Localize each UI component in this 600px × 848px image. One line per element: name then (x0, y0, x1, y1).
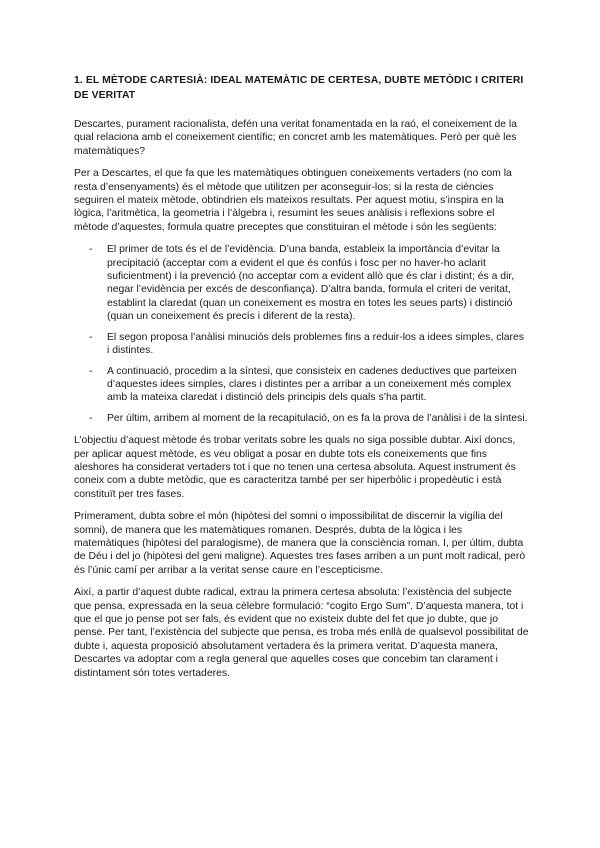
dash-bullet: - (89, 365, 93, 377)
precept-text: El segon proposa l’anàlisi minuciós dels problemes fins a reduir-los a idees simples, clares i distintes. (107, 331, 524, 357)
method-paragraph: Per a Descartes, el que fa que les matemàtiques obtinguen coneixements vertaders (no com la resta d’ensenyaments) és el mètode que utilitzen per aconseguir-los; si la resta de ciències seguiren el mateix mètode, obtindrien els mateixos resultats. Per aquest motiu, s’inspira en la lògica, l’aritmètica, la geometria i l’àlgebra i, resumint les seues anàlisis i reflexions sobre el mètode d’aquestes, formula quatre preceptes que constituiran el mètode i són les següents: (74, 168, 512, 233)
section-title: 1. EL MÈTODE CARTESIÀ: IDEAL MATEMÀTIC DE CERTESA, DUBTE METÒDIC I CRITERI DE VERITAT (74, 75, 524, 101)
precept-text: Per últim, arribem al moment de la recapitulació, on es fa la prova de l’anàlisi i de la síntesi. (107, 412, 528, 424)
precept-text: El primer de tots és el de l’evidència. D’una banda, estableix la importància d’evitar la precipitació (acceptar com a evident el que és confús i fosc per no haver-ho aclarit suficientment) i la prevenció (no acceptar com a evident allò que és clar i distint; és a dir, negar l’evidència per excés de desconfiança). D’altra banda, formula el criteri de veritat, establint la claredat (quan un coneixement es mostra en totes les seues parts) i distinció (quan un coneixement és precís i diferent de la resta). (107, 244, 515, 323)
dash-bullet: - (89, 331, 93, 343)
dash-bullet: - (89, 412, 93, 424)
objective-paragraph: L’objectiu d’aquest mètode és trobar veritats sobre les quals no siga possible dubtar. Així doncs, per aplicar aquest mètode, es veu obligat a posar en dubte tots els coneixements que fins aleshores ha considerat vertaders tot i que no tenen una certesa absoluta. Aquest instrument és coneix com a dubte metòdic, que es caracteritza també per ser hiperbòlic i propedèutic i està constituït per tres fases. (74, 435, 516, 500)
list-item (74, 243, 529, 323)
list-item (74, 365, 529, 405)
doubt-phases-paragraph: Primerament, dubta sobre el món (hipòtesi del somni o impossibilitat de discernir la vigília del somni), de manera que les matemàtiques romanen. Després, dubta de la lògica i les matemàtiques (hipòtesi del paralogisme), de manera que la consciència roman. I, per últim, dubta de Déu i del jo (hipòtesi del geni maligne). Aquestes tres fases arriben a un punt molt radical, però és l’únic camí per arribar a la veritat sense caure en l’escepticisme. (74, 511, 526, 576)
intro-paragraph: Descartes, purament racionalista, defén una veritat fonamentada en la raó, el coneixement de la qual relaciona amb el coneixement científic; en concret amb les matemàtiques. Però per què les matemàtiques? (74, 119, 518, 157)
list-item (74, 331, 529, 358)
precept-text: A continuació, procedim a la síntesi, que consisteix en cadenes deductives que parteixen d’aquestes idees simples, clares i distintes per a arribar a un coneixement més complex amb la mateixa claredat i distinció dels principis dels quals s’ha partit. (107, 365, 517, 404)
list-item (74, 412, 529, 425)
document-page (74, 73, 529, 689)
dash-bullet: - (89, 244, 93, 256)
cogito-paragraph: Així, a partir d’aquest dubte radical, extrau la primera certesa absoluta: l’existència del subjecte que pensa, expressada en la seua cèlebre formulació: “cogito Ergo Sum”. D’aquesta manera, tot i que el que jo pense pot ser fals, és evident que no existeix dubte del fet que jo dubte, que jo pense. Per tant, l’existència del subjecte que pensa, es troba més enllà de qualsevol possibilitat de dubte i, aquesta proposició absolutament vertadera és la primera veritat. D’aquesta manera, Descartes va adoptar com a regla general que aquelles coses que concebim tan clarament i distintament són totes vertaderes. (74, 587, 529, 679)
precepts-list (74, 243, 529, 425)
